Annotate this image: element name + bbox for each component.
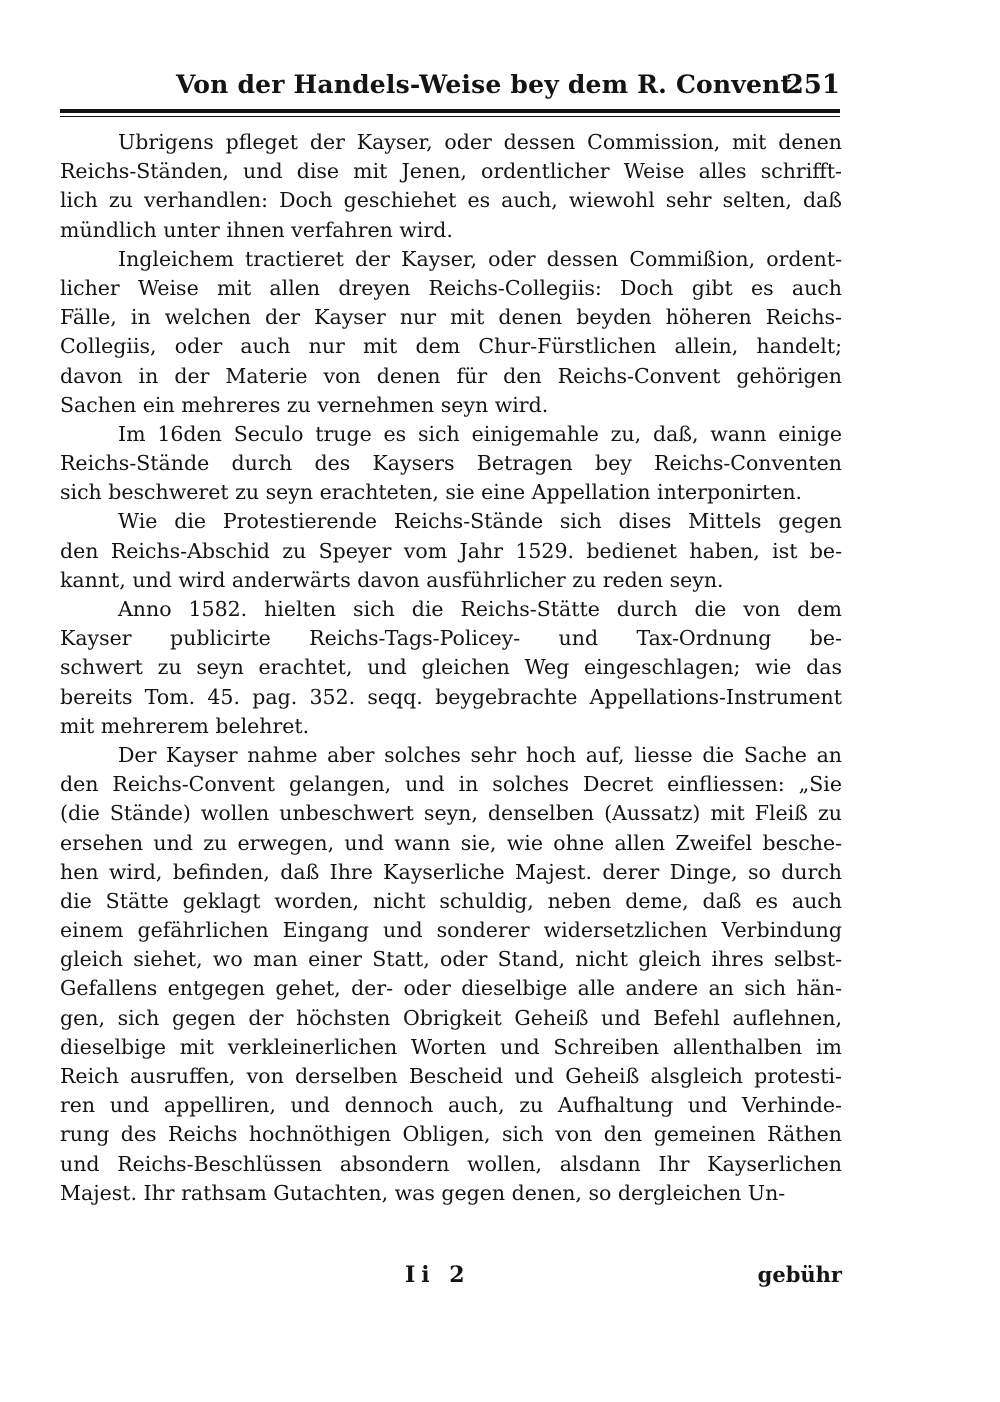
text-line: Reichs-Ständen, und dise mit Jenen, ordentlicher Weise alles schrifft- [60,159,842,184]
text-line: den Reichs-Convent gelangen, und in solches Decret einfliessen: „Sie [60,772,842,797]
text-line: ren und appelliren, und dennoch auch, zu Aufhaltung und Verhinde- [60,1093,842,1118]
text-line: rung des Reichs hochnöthigen Obligen, sich von den gemeinen Räthen [60,1122,842,1147]
paragraph [60,128,842,245]
text-line: Ingleichem tractieret der Kayser, oder dessen Commißion, ordent- [118,246,842,271]
text-line: Der Kayser nahme aber solches sehr hoch auf, liesse die Sache an [118,742,842,767]
text-line: licher Weise mit allen dreyen Reichs-Collegiis: Doch gibt es auch [60,275,842,300]
text-line: ersehen und zu erwegen, und wann sie, wie ohne allen Zweifel besche- [60,830,842,855]
text-line: dieselbige mit verkleinerlichen Worten und Schreiben allenthalben im [60,1034,842,1059]
page-header [60,62,840,106]
text-line: lich zu verhandlen: Doch geschiehet es auch, wiewohl sehr selten, daß [60,188,842,213]
text-line: Majest. Ihr rathsam Gutachten, was gegen denen, so dergleichen Un- [60,1180,786,1205]
running-title: Von der Handels-Weise bey dem R. Convent. [176,70,802,99]
text-line: (die Stände) wollen unbeschwert seyn, denselben (Aussatz) mit Fleiß zu [60,801,842,826]
text-line: gen, sich gegen der höchsten Obrigkeit Geheiß und Befehl auflehnen, [60,1005,842,1030]
header-rule [60,109,840,113]
text-line: bereits Tom. 45. pag. 352. seqq. beygebrachte Appellations-Instrument [60,684,842,709]
signature-mark: Ii 2 [405,1262,471,1288]
text-line: Collegiis, oder auch nur mit dem Chur-Fürstlichen allein, handelt; [60,334,842,359]
body-text [60,128,842,1208]
text-line: einem gefährlichen Eingang und sonderer widersetzlichen Verbindung [60,918,842,943]
text-line: mit mehrerem belehret. [60,713,310,738]
text-line: Anno 1582. hielten sich die Reichs-Stätte durch die von dem [118,597,842,621]
text-line: kannt, und wird anderwärts davon ausführlicher zu reden seyn. [60,567,724,592]
text-line: hen wird, befinden, daß Ihre Kayserliche Majest. derer Dinge, so durch [60,859,842,884]
text-line: gleich siehet, wo man einer Statt, oder Stand, nicht gleich ihres selbst- [60,947,842,972]
paragraph [60,507,842,595]
text-line: Reich ausruffen, von derselben Bescheid und Geheiß alsgleich protesti- [60,1064,842,1088]
text-line: Sachen ein mehreres zu vernehmen seyn wird. [60,392,549,417]
page-footer [60,1262,842,1302]
text-line: Fälle, in welchen der Kayser nur mit denen beyden höheren Reichs- [60,305,842,330]
text-line: die Stätte geklagt worden, nicht schuldig, neben deme, daß es auch [60,888,842,913]
text-line: Im 16den Seculo truge es sich einigemahle zu, daß, wann einige [118,421,842,446]
catchword: gebühr [757,1262,842,1287]
page-number: 251 [785,70,840,100]
text-line: Kayser publicirte Reichs-Tags-Policey- und Tax-Ordnung be- [60,626,842,651]
paragraph [60,420,842,508]
paragraph [60,595,842,741]
text-line: Wie die Protestierende Reichs-Stände sich dises Mittels gegen [118,509,842,534]
paragraph [60,741,842,1208]
text-line: mündlich unter ihnen verfahren wird. [60,217,453,242]
text-line: Gefallens entgegen gehet, der- oder dieselbige alle andere an sich hän- [60,976,842,1001]
text-line: davon in der Materie von denen für den Reichs-Convent gehörigen [60,363,842,388]
text-line: Ubrigens pfleget der Kayser, oder dessen Commission, mit denen [118,130,842,154]
text-line: sich beschweret zu seyn erachteten, sie eine Appellation interponirten. [60,480,803,505]
text-line: den Reichs-Abschid zu Speyer vom Jahr 1529. bedienet haben, ist be- [60,538,842,563]
header-rule-thin [60,116,840,117]
text-line: schwert zu seyn erachtet, und gleichen Weg eingeschlagen; wie das [60,655,842,680]
text-line: Reichs-Stände durch des Kaysers Betragen bey Reichs-Conventen [60,451,842,476]
paragraph [60,245,842,420]
text-line: und Reichs-Beschlüssen absondern wollen, alsdann Ihr Kayserlichen [60,1151,842,1176]
